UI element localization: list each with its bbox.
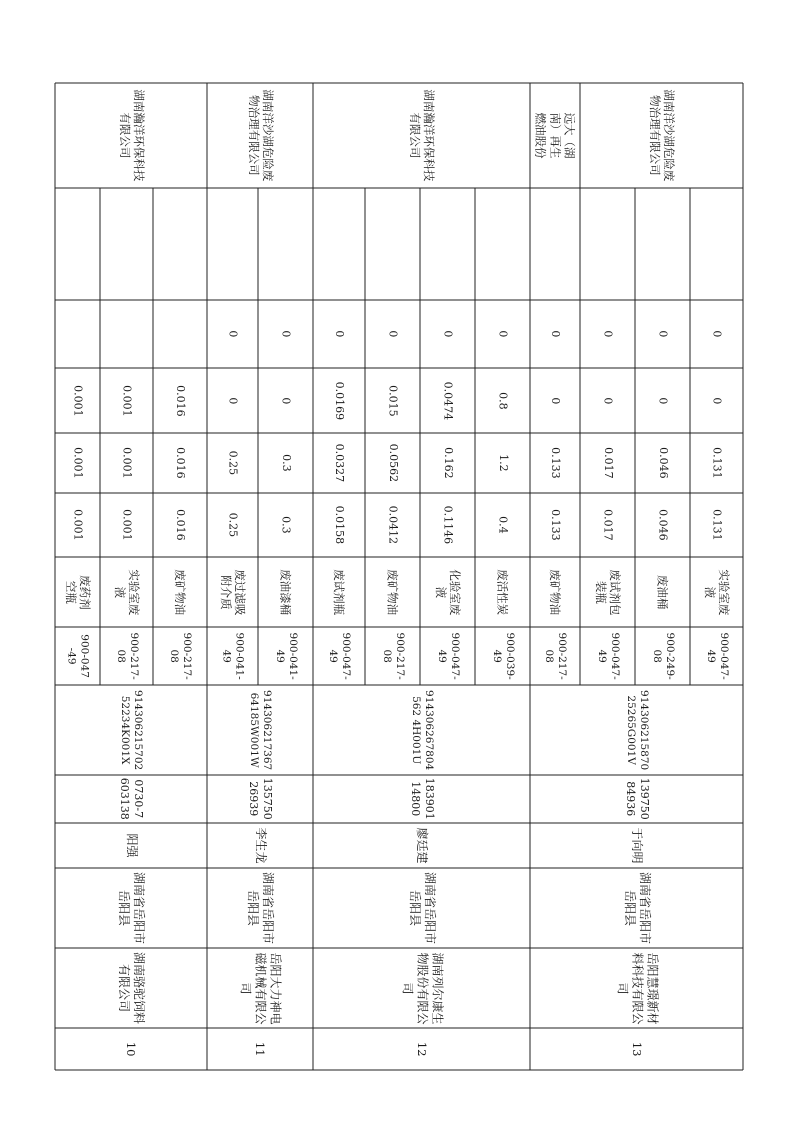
unit-name: 岳阳慧璟新材料科技有限公司: [615, 951, 659, 1024]
quantity-4: 0: [656, 330, 670, 338]
quantity-4-cell: [100, 300, 153, 368]
quantity-4: 0: [226, 330, 240, 338]
quantity-2-cell: [690, 433, 743, 493]
waste-code-cell: [635, 627, 690, 685]
waste-name-cell: [420, 557, 475, 627]
quantity-4-cell: [420, 300, 475, 368]
quantity-4-cell: [365, 300, 420, 368]
waste-name-cell: [580, 557, 635, 627]
quantity-3: 0.016: [173, 384, 187, 417]
quantity-1: 0.001: [120, 509, 134, 541]
quantity-3-cell: [580, 368, 635, 433]
quantity-2: 0.25: [226, 450, 240, 476]
quantity-3-cell: [690, 368, 743, 433]
quantity-1: 0.1146: [441, 505, 455, 545]
quantity-1-cell: [420, 493, 475, 557]
unit-name-cell: [530, 948, 743, 1028]
unit-location: 湖南省岳阳市岳阳县: [246, 871, 275, 944]
quantity-4-cell: [55, 300, 100, 368]
unit-location-cell: [207, 868, 313, 948]
contact-phone: 0730-7603138: [118, 778, 145, 820]
receiver-unit-cell: [313, 83, 530, 188]
quantity-4-cell: [635, 300, 690, 368]
contact-phone-cell: [207, 775, 313, 823]
quantity-1: 0.25: [226, 512, 240, 538]
quantity-2: 0.017: [601, 447, 615, 479]
quantity-2-cell: [153, 433, 207, 493]
quantity-2-cell: [635, 433, 690, 493]
waste-name: 实验室废液: [112, 569, 141, 615]
waste-code-cell: [100, 627, 153, 685]
contact-person: 阳强: [124, 833, 139, 858]
waste-name-cell: [530, 557, 580, 627]
quantity-3-cell: [530, 368, 580, 433]
quantity-1-cell: [55, 493, 100, 557]
waste-code: 900-047-49: [704, 632, 730, 680]
quantity-2-cell: [258, 433, 313, 493]
quantity-1-cell: [475, 493, 530, 557]
row-number-cell: [55, 1028, 207, 1070]
quantity-3: 0: [710, 397, 724, 404]
contact-person: 于向明: [630, 827, 644, 864]
waste-code: 900-041-49: [220, 632, 246, 680]
quantity-2-cell: [100, 433, 153, 493]
waste-name: 废矿物油: [385, 569, 400, 615]
quantity-1-cell: [365, 493, 420, 557]
waste-code-cell: [690, 627, 743, 685]
quantity-1-cell: [207, 493, 258, 557]
waste-name: 化验室废液: [433, 569, 462, 615]
quantity-3-cell: [258, 368, 313, 433]
contact-person-cell: [313, 823, 530, 868]
quantity-4: 0: [601, 330, 615, 338]
credit-code-cell: [55, 685, 207, 775]
waste-code: 900-047-49: [435, 632, 461, 680]
quantity-2: 0.131: [710, 447, 724, 479]
receiver-unit: 湖南洋沙湖危险废物治理有限公司: [647, 89, 676, 182]
quantity-3-cell: [313, 368, 365, 433]
quantity-1: 0.0412: [386, 505, 400, 545]
waste-code-cell: [55, 627, 100, 685]
quantity-3-cell: [55, 368, 100, 433]
contact-phone: 18390114800: [408, 778, 436, 820]
quantity-4-cell: [690, 300, 743, 368]
quantity-2: 0.001: [120, 447, 134, 479]
waste-name: 废矿物油: [548, 569, 563, 615]
unit-location-cell: [55, 868, 207, 948]
quantity-4: 0: [441, 330, 455, 338]
waste-code: 900-047-49: [65, 634, 91, 678]
receiver-unit-cell: [530, 83, 580, 188]
quantity-4-cell: [530, 300, 580, 368]
waste-name-cell: [475, 557, 530, 627]
waste-name-cell: [365, 557, 420, 627]
quantity-3-cell: [100, 368, 153, 433]
quantity-3: 0.001: [120, 384, 134, 417]
receiver-unit-cell: [55, 83, 207, 188]
waste-code: 900-047-49: [595, 632, 621, 680]
quantity-2: 1.2: [496, 454, 510, 472]
waste-code-cell: [365, 627, 420, 685]
quantity-2: 0.001: [71, 447, 85, 479]
quantity-2: 0.0562: [386, 443, 400, 483]
quantity-2-cell: [207, 433, 258, 493]
credit-code: 914306267804562 4H001U: [409, 689, 435, 771]
quantity-1: 0.3: [279, 516, 293, 534]
quantity-4-cell: [580, 300, 635, 368]
quantity-4: 0: [710, 330, 724, 338]
quantity-2: 0.3: [279, 454, 293, 472]
waste-code: 900-217-08: [380, 632, 406, 680]
row-number: 10: [124, 1041, 139, 1057]
row-number: 11: [253, 1041, 268, 1057]
waste-code: 900-041-49: [273, 632, 299, 680]
receiver-unit: 湖南洋沙湖危险废物治理有限公司: [246, 89, 275, 182]
quantity-4-cell: [207, 300, 258, 368]
quantity-4: 0: [332, 330, 346, 338]
row-number-cell: [530, 1028, 743, 1070]
row-number-cell: [207, 1028, 313, 1070]
quantity-2: 0.046: [656, 447, 670, 479]
quantity-3: 0: [656, 397, 670, 404]
unit-location-cell: [530, 868, 743, 948]
quantity-1: 0.001: [71, 509, 85, 541]
waste-code-cell: [530, 627, 580, 685]
row-number-cell: [313, 1028, 530, 1070]
quantity-4-cell: [258, 300, 313, 368]
quantity-3: 0.015: [386, 384, 400, 417]
quantity-2: 0.162: [441, 447, 455, 479]
waste-name: 废矿物油: [173, 569, 188, 615]
contact-phone-cell: [530, 775, 743, 823]
credit-code-cell: [313, 685, 530, 775]
row-number: 13: [629, 1041, 644, 1057]
quantity-2-cell: [530, 433, 580, 493]
quantity-4: 0: [386, 330, 400, 338]
waste-code-cell: [580, 627, 635, 685]
waste-name: 废过滤吸附介质: [218, 569, 247, 615]
quantity-3: 0: [279, 397, 293, 404]
waste-name: 废试剂瓶: [332, 569, 347, 615]
unit-location: 湖南省岳阳市岳阳县: [407, 871, 437, 944]
quantity-3: 0.001: [71, 384, 85, 417]
unit-name: 岳阳大力神电磁机械有限公司: [238, 951, 283, 1024]
waste-code-cell: [475, 627, 530, 685]
waste-code: 900-217-08: [168, 632, 194, 680]
waste-code-cell: [153, 627, 207, 685]
credit-code-cell: [530, 685, 743, 775]
waste-code: 900-047-49: [327, 632, 353, 680]
quantity-2-cell: [313, 433, 365, 493]
quantity-3-cell: [635, 368, 690, 433]
quantity-3-cell: [207, 368, 258, 433]
quantity-2: 0.016: [173, 447, 187, 479]
unit-location: 湖南省岳阳市岳阳县: [622, 871, 652, 944]
quantity-1: 0.046: [656, 509, 670, 541]
waste-code: 900-249-08: [650, 632, 676, 680]
quantity-1-cell: [635, 493, 690, 557]
quantity-1-cell: [258, 493, 313, 557]
quantity-4-cell: [153, 300, 207, 368]
waste-code: 900-039-49: [490, 632, 516, 680]
contact-person-cell: [55, 823, 207, 868]
quantity-1: 0.133: [548, 509, 562, 541]
quantity-1-cell: [580, 493, 635, 557]
quantity-3: 0: [548, 397, 562, 404]
credit-code: 91430621736764185W001W: [248, 689, 274, 771]
waste-code-cell: [207, 627, 258, 685]
waste-name: 废活性炭: [495, 569, 510, 615]
waste-name-cell: [690, 557, 743, 627]
row-number: 12: [414, 1041, 429, 1057]
receiver-unit: 湖南瀚洋环保科技有限公司: [117, 89, 146, 182]
quantity-4-cell: [475, 300, 530, 368]
quantity-2: 0.133: [548, 447, 562, 479]
waste-name-cell: [207, 557, 258, 627]
waste-name-cell: [153, 557, 207, 627]
waste-name: 废油桶: [655, 574, 670, 610]
waste-code: 900-217-08: [543, 632, 569, 680]
waste-code-cell: [258, 627, 313, 685]
quantity-3: 0.8: [496, 391, 510, 410]
quantity-1: 0.016: [173, 509, 187, 541]
receiver-unit-cell: [207, 83, 313, 188]
unit-name-cell: [207, 948, 313, 1028]
waste-code: 900-217-08: [114, 632, 140, 680]
quantity-4: 0: [548, 330, 562, 338]
quantity-1-cell: [313, 493, 365, 557]
unit-location-cell: [313, 868, 530, 948]
contact-person: 廖廷建: [415, 827, 429, 864]
contact-phone: 13575026939: [247, 778, 274, 820]
receiver-unit: 湖南瀚洋环保科技有限公司: [407, 89, 436, 182]
quantity-1-cell: [153, 493, 207, 557]
quantity-2: 0.0327: [332, 443, 346, 483]
waste-code-cell: [420, 627, 475, 685]
quantity-2-cell: [420, 433, 475, 493]
quantity-2-cell: [580, 433, 635, 493]
contact-person-cell: [530, 823, 743, 868]
quantity-1-cell: [690, 493, 743, 557]
waste-code-cell: [313, 627, 365, 685]
waste-name-cell: [258, 557, 313, 627]
contact-phone: 13975084936: [623, 778, 651, 820]
unit-name-cell: [55, 948, 207, 1028]
quantity-2-cell: [365, 433, 420, 493]
quantity-4: 0: [496, 330, 510, 338]
quantity-1-cell: [100, 493, 153, 557]
unit-name: 湖南列尔康生物股份有限公司: [400, 951, 444, 1024]
quantity-3: 0.0474: [441, 381, 455, 420]
quantity-4-cell: [313, 300, 365, 368]
credit-code: 91430621587025265G001V: [624, 689, 650, 771]
quantity-3: 0: [601, 397, 615, 404]
waste-name-cell: [635, 557, 690, 627]
waste-name: 废药剂空瓶: [63, 574, 92, 610]
credit-code: 91430621570252234K001X: [119, 689, 145, 771]
waste-name: 实验室废液: [702, 569, 731, 615]
quantity-3-cell: [365, 368, 420, 433]
waste-name-cell: [55, 557, 100, 627]
unit-location: 湖南省岳阳市岳阳县: [117, 871, 146, 944]
waste-name-cell: [100, 557, 153, 627]
quantity-4: 0: [279, 330, 293, 338]
quantity-3: 0.0169: [332, 381, 346, 420]
contact-person-cell: [207, 823, 313, 868]
quantity-2-cell: [55, 433, 100, 493]
quantity-1: 0.017: [601, 509, 615, 541]
quantity-1: 0.4: [496, 516, 510, 534]
quantity-2-cell: [475, 433, 530, 493]
credit-code-cell: [207, 685, 313, 775]
waste-name-cell: [313, 557, 365, 627]
quantity-3-cell: [153, 368, 207, 433]
unit-name-cell: [313, 948, 530, 1028]
quantity-3: 0: [226, 397, 240, 404]
contact-person: 李生龙: [253, 827, 268, 864]
waste-name: 废试剂包装瓶: [593, 569, 622, 615]
receiver-unit-cell: [580, 83, 743, 188]
quantity-3-cell: [475, 368, 530, 433]
quantity-1-cell: [530, 493, 580, 557]
quantity-1: 0.131: [710, 509, 724, 541]
receiver-unit: 远大（湖南）再生燃油股份: [533, 112, 577, 159]
contact-phone-cell: [313, 775, 530, 823]
quantity-1: 0.0158: [332, 505, 346, 545]
waste-name: 废油漆桶: [278, 569, 293, 615]
unit-name: 湖南骆驼饲料有限公司: [117, 951, 146, 1024]
contact-phone-cell: [55, 775, 207, 823]
quantity-3-cell: [420, 368, 475, 433]
